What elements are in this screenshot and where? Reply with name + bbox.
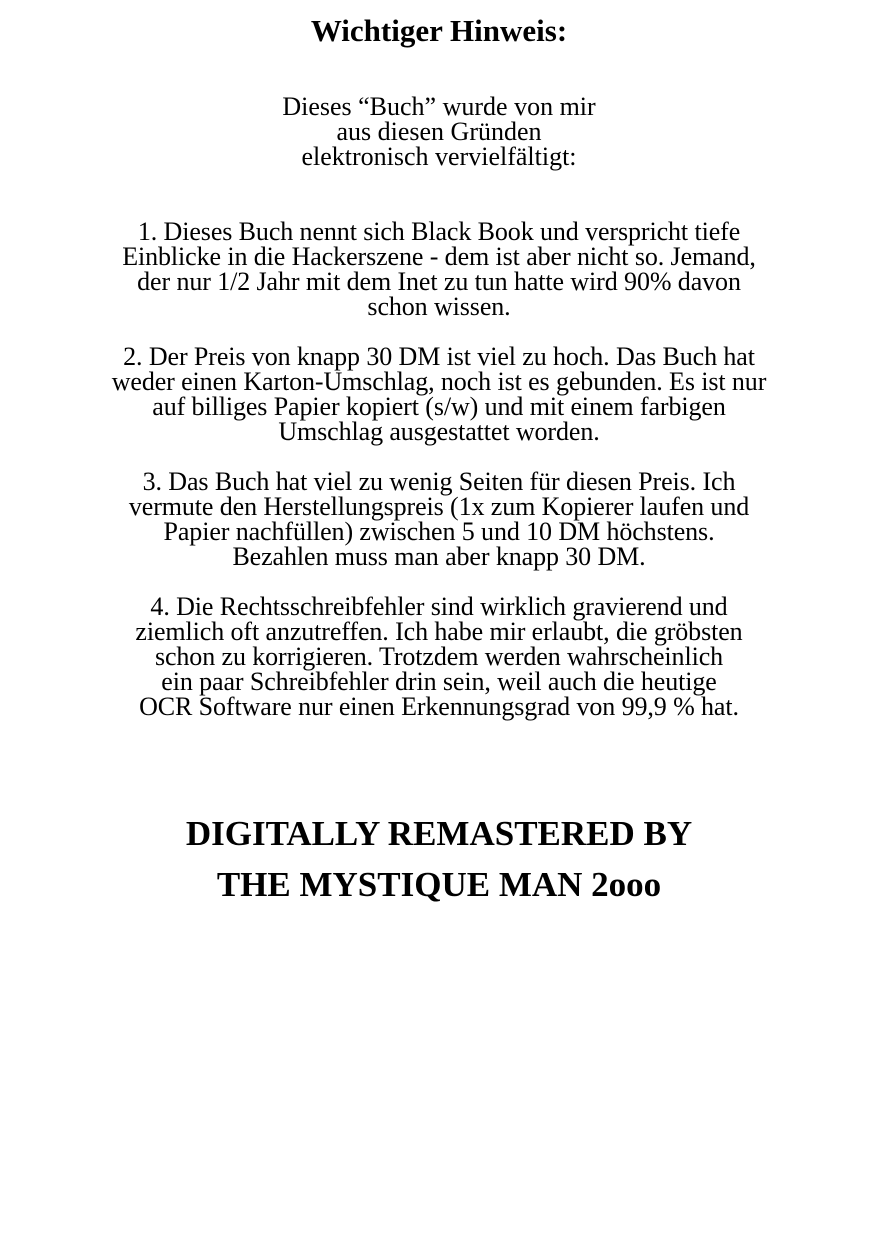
text-line: schon zu korrigieren. Trotzdem werden wahrscheinlich <box>154 642 724 671</box>
text-line: ein paar Schreibfehler drin sein, weil auch die heutige <box>161 667 717 696</box>
text-line: Bezahlen muss man aber knapp 30 DM. <box>232 542 646 571</box>
text-line: der nur 1/2 Jahr mit dem Inet zu tun hatte wird 90% davon <box>137 267 741 296</box>
text-line: Einblicke in die Hackerszene - dem ist aber nicht so. Jemand, <box>122 242 756 271</box>
point-3 <box>0 469 878 569</box>
text-line: auf billiges Papier kopiert (s/w) und mit einem farbigen <box>152 392 726 421</box>
text-line: Papier nachfüllen) zwischen 5 und 10 DM höchstens. <box>163 517 715 546</box>
text-line: vermute den Herstellungspreis (1x zum Kopierer laufen und <box>128 492 750 521</box>
text-line: OCR Software nur einen Erkennungsgrad von 99,9 % hat. <box>139 692 739 721</box>
text-line: ziemlich oft anzutreffen. Ich habe mir erlaubt, die gröbsten <box>135 617 743 646</box>
text-line: 4. Die Rechtsschreibfehler sind wirklich gravierend und <box>150 592 728 621</box>
intro-line: elektronisch vervielfältigt: <box>301 142 577 171</box>
page-title: Wichtiger Hinweis: <box>310 13 568 48</box>
credit-line: THE MYSTIQUE MAN 2ooo <box>216 865 662 904</box>
intro-text <box>0 94 878 169</box>
text-line: weder einen Karton-Umschlag, noch ist es gebunden. Es ist nur <box>111 367 767 396</box>
intro-line: aus diesen Gründen <box>336 117 542 146</box>
text-line: 2. Der Preis von knapp 30 DM ist viel zu hoch. Das Buch hat <box>123 342 755 371</box>
credit-line: DIGITALLY REMASTERED BY <box>185 814 693 853</box>
point-4 <box>0 594 878 719</box>
text-line: schon wissen. <box>367 292 511 321</box>
text-line: Umschlag ausgestattet worden. <box>278 417 600 446</box>
point-2 <box>0 344 878 444</box>
intro-line: Dieses “Buch” wurde von mir <box>282 92 596 121</box>
text-line: 1. Dieses Buch nennt sich Black Book und verspricht tiefe <box>137 217 741 246</box>
credit-block <box>0 808 878 910</box>
text-line: 3. Das Buch hat viel zu wenig Seiten für diesen Preis. Ich <box>142 467 736 496</box>
point-1 <box>0 219 878 319</box>
